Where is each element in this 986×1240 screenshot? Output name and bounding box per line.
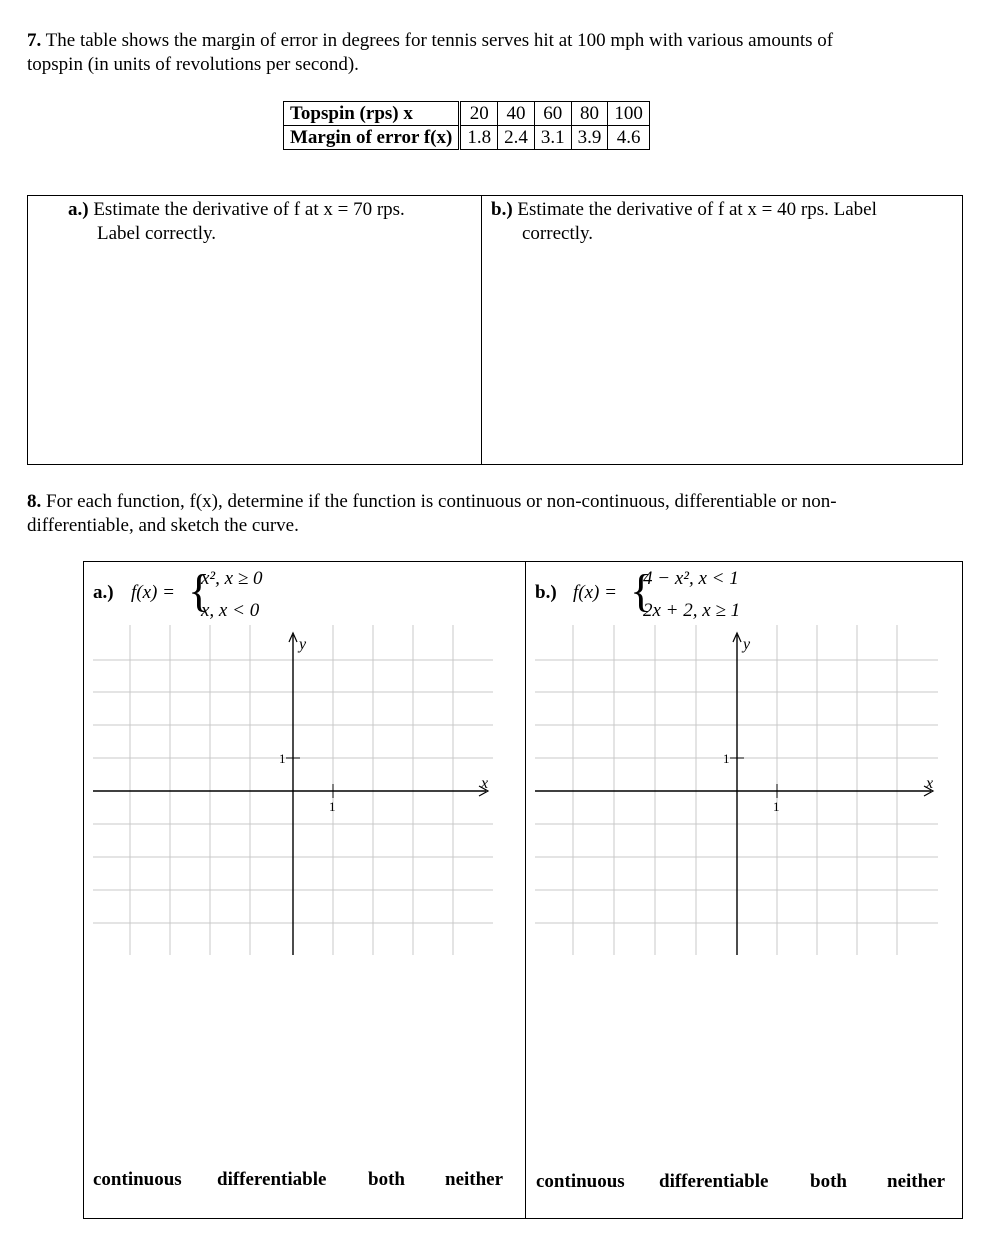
q8b-case2: 2x + 2, x ≥ 1 <box>643 600 741 621</box>
table-row <box>284 126 650 150</box>
x-value: 40 <box>498 102 535 126</box>
f-value: 1.8 <box>460 126 498 150</box>
x-value: 20 <box>460 102 498 126</box>
q7b-line1: Estimate the derivative of f at x = 40 rps. Label <box>517 199 877 220</box>
x-axis-label: x <box>481 775 489 792</box>
y-tick-label: 1 <box>723 751 730 766</box>
x-axis-label: x <box>926 775 934 792</box>
q8b-label: b.) <box>535 582 557 603</box>
choice-continuous[interactable]: continuous <box>536 1171 625 1192</box>
q8a-coordinate-grid[interactable] <box>93 625 493 960</box>
y-tick-label: 1 <box>279 751 286 766</box>
q7a-label: a.) <box>68 199 89 220</box>
q7a-prompt <box>68 198 468 246</box>
q8b-coordinate-grid[interactable] <box>535 625 940 960</box>
q8a-case2: x, x < 0 <box>201 600 260 621</box>
margin-header: Margin of error f(x) <box>284 126 460 150</box>
choice-differentiable[interactable]: differentiable <box>659 1171 769 1192</box>
choice-neither[interactable]: neither <box>887 1171 946 1192</box>
x-value: 80 <box>571 102 608 126</box>
x-tick-label: 1 <box>329 799 336 814</box>
q8a-case1: x², x ≥ 0 <box>201 568 263 589</box>
y-axis-label: y <box>743 636 751 653</box>
q7-text-line1: The table shows the margin of error in degrees for tennis serves hit at 100 mph with various amounts of <box>45 30 834 51</box>
q8a-label: a.) <box>93 582 114 603</box>
q7-text-line2: topspin (in units of revolutions per second). <box>27 54 359 75</box>
x-value: 60 <box>534 102 571 126</box>
q7b-prompt <box>491 198 951 246</box>
q8b-function <box>535 566 795 626</box>
f-value: 3.9 <box>571 126 608 150</box>
x-value: 100 <box>608 102 650 126</box>
q8a-function <box>93 566 353 626</box>
q7a-line1: Estimate the derivative of f at x = 70 rps. <box>93 199 405 220</box>
choice-both[interactable]: both <box>810 1171 847 1192</box>
q7-data-table <box>283 101 650 150</box>
q8-text-line2: differentiable, and sketch the curve. <box>27 515 299 536</box>
q8-text-line1: For each function, f(x), determine if the function is continuous or non-continuous, differentiable or non- <box>46 491 837 512</box>
q7b-label: b.) <box>491 199 513 220</box>
q8b-case1: 4 − x², x < 1 <box>643 568 739 589</box>
choice-neither[interactable]: neither <box>445 1169 504 1190</box>
q7-prompt <box>27 29 967 77</box>
q8-number: 8. <box>27 491 42 512</box>
left-brace-icon: { <box>630 565 653 616</box>
q7-number: 7. <box>27 30 42 51</box>
q8-prompt <box>27 490 967 538</box>
choice-differentiable[interactable]: differentiable <box>217 1169 327 1190</box>
q8b-lhs: f(x) = <box>573 582 617 603</box>
y-axis-label: y <box>299 636 307 653</box>
q7b-line2: correctly. <box>522 223 594 244</box>
f-value: 3.1 <box>534 126 571 150</box>
f-value: 2.4 <box>498 126 535 150</box>
left-brace-icon: { <box>188 565 211 616</box>
table-row <box>284 102 650 126</box>
q7a-line2: Label correctly. <box>97 223 217 244</box>
q8a-lhs: f(x) = <box>131 582 175 603</box>
x-tick-label: 1 <box>773 799 780 814</box>
choice-both[interactable]: both <box>368 1169 405 1190</box>
topspin-header: Topspin (rps) x <box>284 102 460 126</box>
choice-continuous[interactable]: continuous <box>93 1169 182 1190</box>
f-value: 4.6 <box>608 126 650 150</box>
